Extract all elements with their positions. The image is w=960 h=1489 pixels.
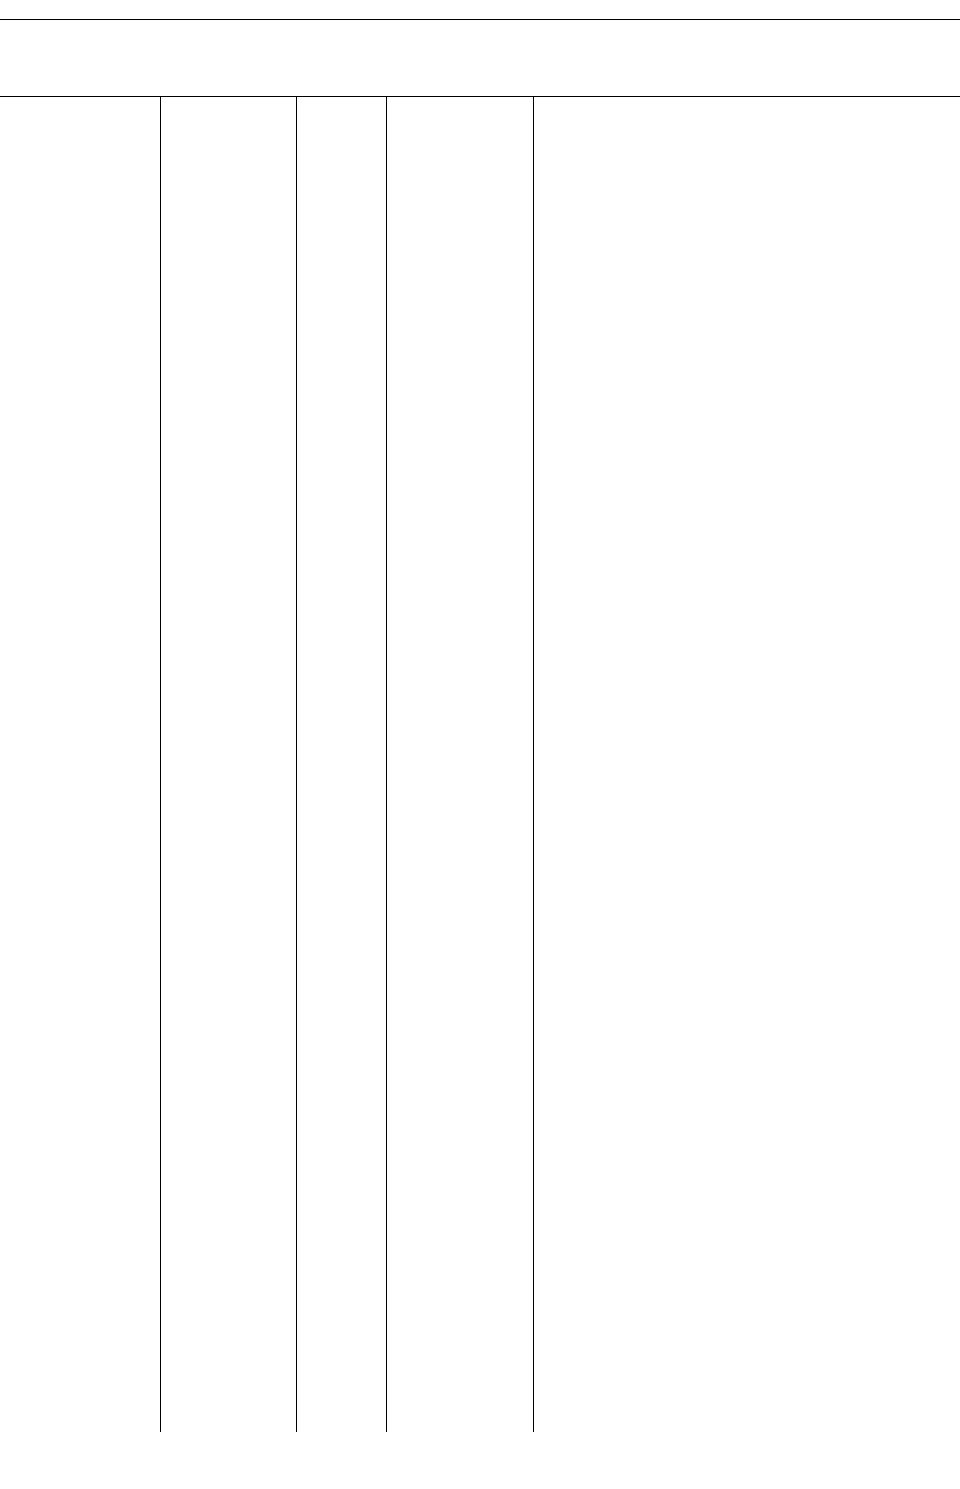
column-divider-3 — [386, 96, 387, 1432]
top-rule — [0, 19, 960, 20]
column-divider-1 — [160, 96, 161, 1432]
column-divider-4 — [533, 96, 534, 1432]
column-divider-2 — [296, 96, 297, 1432]
header-rule — [0, 96, 960, 97]
